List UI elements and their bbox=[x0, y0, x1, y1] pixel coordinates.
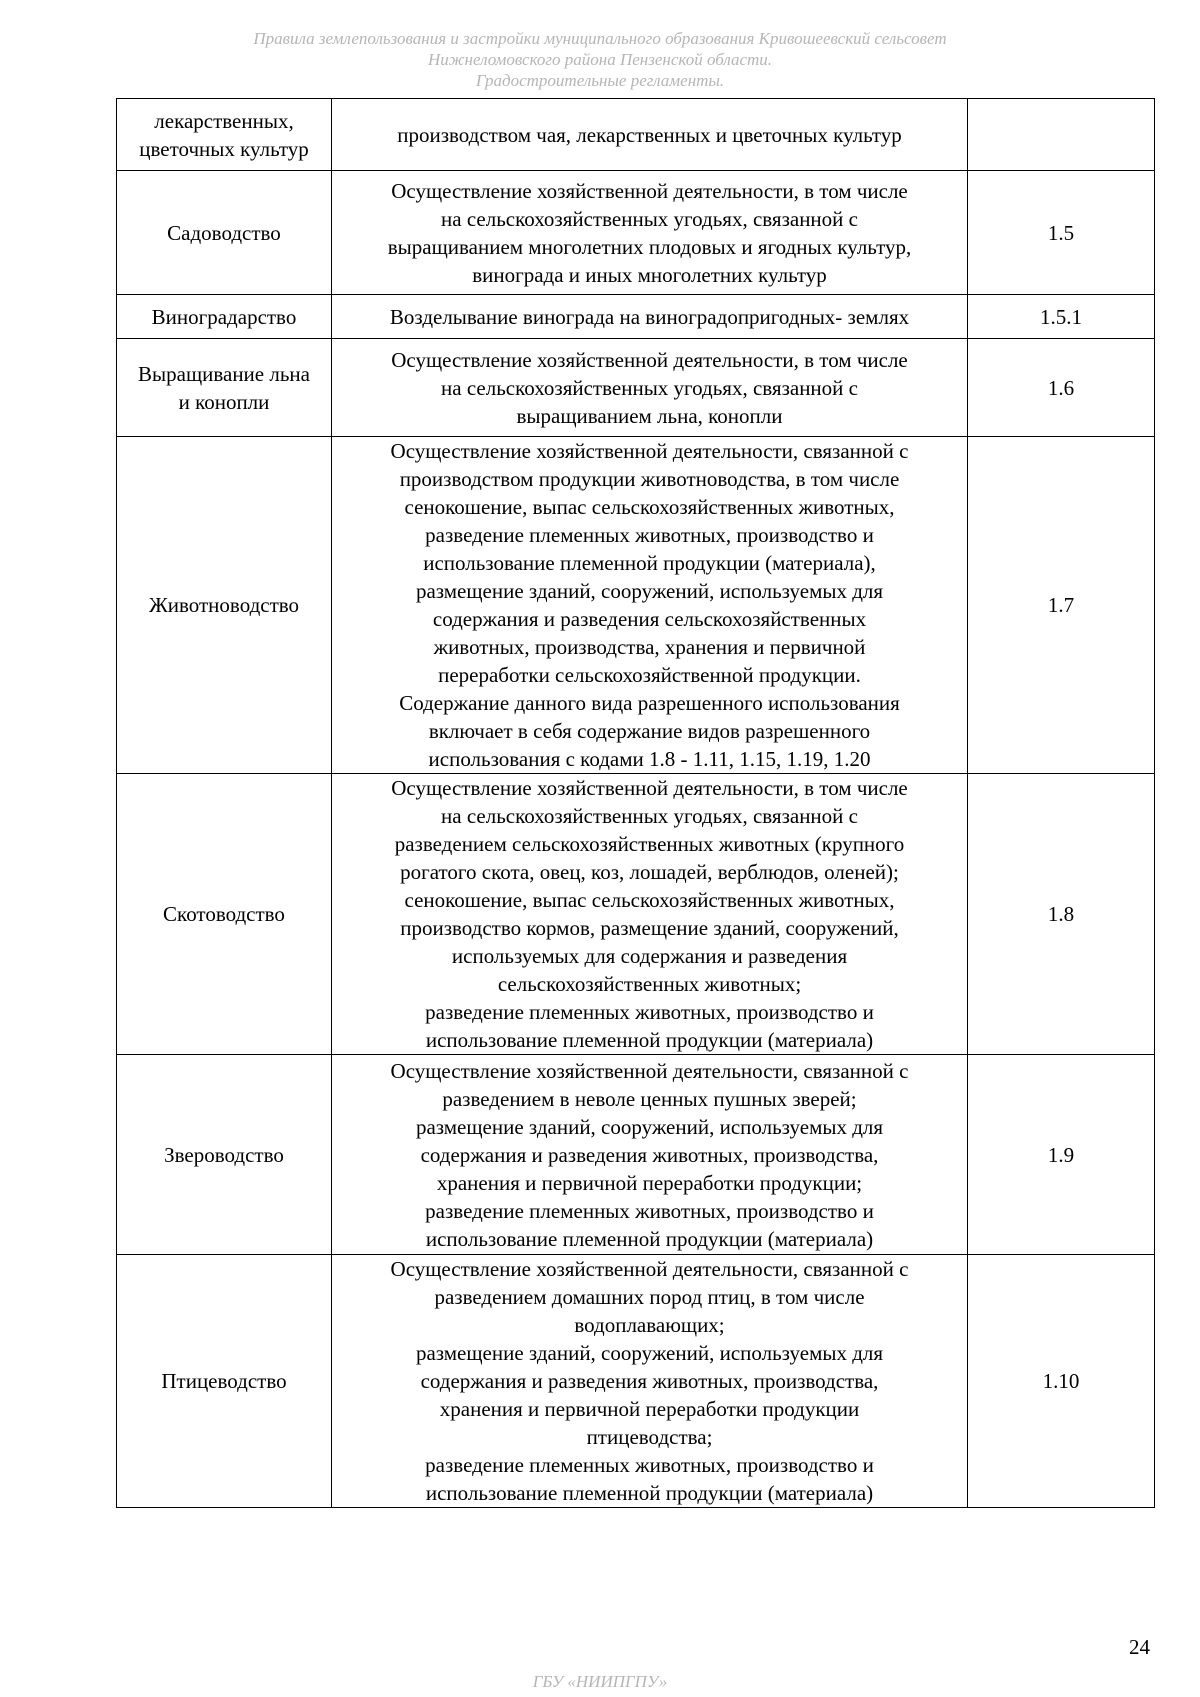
use-description-cell-line: рогатого скота, овец, коз, лошадей, верблюдов, оленей); bbox=[400, 860, 899, 884]
use-name-cell bbox=[117, 437, 332, 774]
use-name-cell bbox=[117, 295, 332, 339]
use-code-cell bbox=[968, 99, 1155, 171]
use-description-cell-line: разведение племенных животных, производство и bbox=[425, 1453, 874, 1477]
land-use-table bbox=[116, 98, 1155, 1508]
use-description-cell bbox=[332, 774, 968, 1055]
use-description-cell-line: на сельскохозяйственных угодьях, связанной с bbox=[441, 206, 858, 231]
use-name-cell-line: лекарственных, bbox=[154, 108, 294, 133]
use-name-cell-line: цветочных культур bbox=[139, 136, 309, 161]
use-description-cell-line: хранения и первичной переработки продукции bbox=[439, 1397, 860, 1421]
use-description-cell-line: Осуществление хозяйственной деятельности, связанной с bbox=[390, 1257, 909, 1281]
use-name-cell-line: Птицеводство bbox=[161, 1369, 287, 1393]
use-description-cell-line: включает в себя содержание видов разрешенного bbox=[428, 719, 871, 743]
use-description-cell-line: выращиванием льна, конопли bbox=[516, 403, 783, 428]
use-description-cell-line: содержания и разведения сельскохозяйственных bbox=[432, 607, 867, 631]
running-header bbox=[0, 28, 1200, 91]
use-name-cell-line: Звероводство bbox=[164, 1142, 284, 1167]
footer-organization: ГБУ «НИИПГПУ» bbox=[532, 1672, 668, 1691]
use-description-cell-line: использование племенной продукции (материала) bbox=[425, 1028, 874, 1052]
use-name-cell-line: Виноградарство bbox=[151, 304, 297, 329]
use-description-cell-line: использование племенной продукции (материала) bbox=[425, 1226, 874, 1251]
header-line-3: Градостроительные регламенты. bbox=[475, 71, 725, 90]
use-description-cell-line: содержания и разведения животных, производства, bbox=[420, 1142, 879, 1167]
use-description-cell-line: Содержание данного вида разрешенного использования bbox=[399, 691, 900, 715]
use-code-cell: 1.10 bbox=[968, 1255, 1155, 1508]
use-description-cell-line: на сельскохозяйственных угодьях, связанной с bbox=[441, 804, 858, 828]
use-description-cell-line: Осуществление хозяйственной деятельности, связанной с bbox=[390, 1058, 909, 1083]
use-code-cell: 1.7 bbox=[968, 437, 1155, 774]
header-line-1: Правила землепользования и застройки муниципального образования Кривошеевский сельсовет bbox=[253, 29, 947, 48]
use-description-cell-line: Осуществление хозяйственной деятельности, связанной с bbox=[390, 439, 909, 463]
use-description-cell-line: содержания и разведения животных, производства, bbox=[420, 1369, 879, 1393]
use-name-cell-line: Садоводство bbox=[167, 220, 281, 245]
use-description-cell-line: винограда и иных многолетних культур bbox=[472, 262, 827, 287]
table-row bbox=[117, 171, 1155, 295]
use-description-cell bbox=[332, 99, 968, 171]
table-row bbox=[117, 774, 1155, 1055]
use-code-cell: 1.9 bbox=[968, 1055, 1155, 1255]
use-name-cell-line: и конопли bbox=[178, 389, 270, 414]
use-description-cell-line: используемых для содержания и разведения bbox=[451, 944, 848, 968]
use-name-cell bbox=[117, 99, 332, 171]
use-name-cell-line: Скотоводство bbox=[163, 902, 285, 926]
use-description-cell-line: использование племенной продукции (материала) bbox=[425, 1481, 874, 1505]
use-description-cell bbox=[332, 171, 968, 295]
use-description-cell-line: сенокошение, выпас сельскохозяйственных животных, bbox=[404, 888, 895, 912]
use-description-cell-line: использование племенной продукции (материала), bbox=[423, 551, 876, 575]
use-description-cell-line: Осуществление хозяйственной деятельности, в том числе bbox=[391, 178, 908, 203]
use-code-cell: 1.5 bbox=[968, 171, 1155, 295]
use-description-cell-line: производством продукции животноводства, в том числе bbox=[399, 467, 900, 491]
use-name-cell-line: Выращивание льна bbox=[138, 361, 310, 386]
table-row bbox=[117, 295, 1155, 339]
use-name-cell bbox=[117, 171, 332, 295]
use-description-cell-line: размещение зданий, сооружений, используемых для bbox=[415, 579, 884, 603]
use-description-cell bbox=[332, 339, 968, 437]
use-description-cell-line: Осуществление хозяйственной деятельности, в том числе bbox=[391, 776, 908, 800]
use-name-cell bbox=[117, 339, 332, 437]
use-description-cell-line: выращиванием многолетних плодовых и ягодных культур, bbox=[387, 234, 912, 259]
use-description-cell-line: разведение племенных животных, производство и bbox=[425, 523, 874, 547]
use-description-cell-line: сельскохозяйственных животных; bbox=[497, 972, 802, 996]
use-description-cell-line: использования с кодами 1.8 - 1.11, 1.15, 1.19, 1.20 bbox=[428, 747, 871, 771]
use-description-cell-line: животных, производства, хранения и первичной bbox=[433, 635, 866, 659]
use-description-cell-line: размещение зданий, сооружений, используемых для bbox=[415, 1341, 884, 1365]
use-description-cell-line: хранения и первичной переработки продукции; bbox=[436, 1170, 863, 1195]
use-code-cell: 1.8 bbox=[968, 774, 1155, 1055]
use-description-cell-line: переработки сельскохозяйственной продукции. bbox=[438, 663, 861, 687]
use-name-cell-line: Животноводство bbox=[148, 593, 300, 617]
use-description-cell-line: разведением сельскохозяйственных животных (крупного bbox=[394, 832, 905, 856]
use-description-cell-line: разведение племенных животных, производство и bbox=[425, 1000, 874, 1024]
use-description-cell-line: размещение зданий, сооружений, используемых для bbox=[415, 1114, 884, 1139]
table-row bbox=[117, 99, 1155, 171]
table-row bbox=[117, 339, 1155, 437]
use-description-cell-line: на сельскохозяйственных угодьях, связанной с bbox=[441, 375, 858, 400]
use-name-cell bbox=[117, 1055, 332, 1255]
use-name-cell bbox=[117, 1255, 332, 1508]
use-description-cell-line: сенокошение, выпас сельскохозяйственных животных, bbox=[404, 495, 895, 519]
table-row bbox=[117, 437, 1155, 774]
use-description-cell-line: производством чая, лекарственных и цветочных культур bbox=[397, 122, 902, 147]
use-code-cell: 1.5.1 bbox=[968, 295, 1155, 339]
header-line-2: Нижнеломовского района Пензенской области. bbox=[427, 50, 773, 69]
table-body bbox=[117, 99, 1155, 1508]
use-description-cell-line: птицеводства; bbox=[586, 1425, 713, 1449]
table-row bbox=[117, 1055, 1155, 1255]
use-description-cell-line: производство кормов, размещение зданий, сооружений, bbox=[400, 916, 899, 940]
use-description-cell-line: водоплавающих; bbox=[574, 1313, 725, 1337]
use-name-cell bbox=[117, 774, 332, 1055]
use-description-cell bbox=[332, 437, 968, 774]
use-description-cell-line: Возделывание винограда на виноградопригодных- землях bbox=[389, 304, 910, 329]
use-code-cell: 1.6 bbox=[968, 339, 1155, 437]
table-row bbox=[117, 1255, 1155, 1508]
use-description-cell bbox=[332, 1055, 968, 1255]
use-description-cell-line: разведением в неволе ценных пушных зверей; bbox=[442, 1086, 857, 1111]
page-number: 24 bbox=[1129, 1635, 1150, 1659]
use-description-cell-line: разведение племенных животных, производство и bbox=[425, 1198, 874, 1223]
use-description-cell-line: Осуществление хозяйственной деятельности, в том числе bbox=[391, 347, 908, 372]
use-description-cell-line: разведением домашних пород птиц, в том числе bbox=[434, 1285, 865, 1309]
use-description-cell bbox=[332, 295, 968, 339]
use-description-cell bbox=[332, 1255, 968, 1508]
